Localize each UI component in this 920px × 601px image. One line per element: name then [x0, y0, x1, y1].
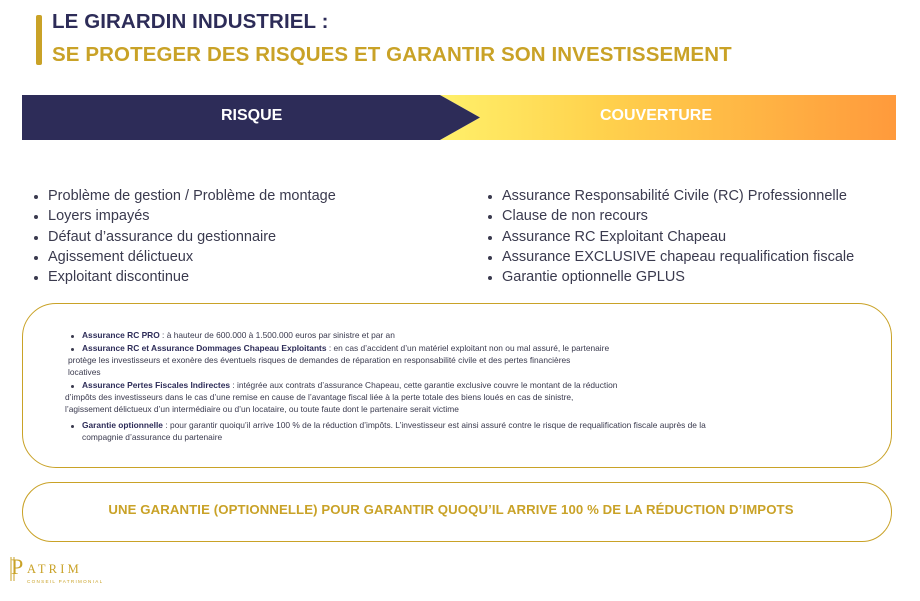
risk-list	[33, 186, 336, 287]
bullet	[71, 425, 74, 428]
logo-letter: P	[11, 554, 24, 579]
detail-garantie-optionnelle: Garantie optionnelle : pour garantir quoiqu’il arrive 100 % de la réduction d’impôts. L’investisseur est ainsi assuré contre le risque de requalification fiscale auprès de la	[82, 420, 706, 430]
bullet	[71, 335, 74, 338]
risk-item: Problème de gestion / Problème de montage	[33, 186, 336, 206]
risk-coverage-header	[0, 0, 920, 150]
page-subtitle: SE PROTEGER DES RISQUES ET GARANTIR SON INVESTISSEMENT	[52, 43, 732, 66]
coverage-item: Assurance Responsabilité Civile (RC) Professionnelle	[487, 186, 854, 206]
page-title: LE GIRARDIN INDUSTRIEL :	[52, 10, 329, 33]
coverage-item: Clause de non recours	[487, 206, 854, 226]
risk-header-label: RISQUE	[221, 107, 283, 124]
detail-rc-dommages-line2: protège les investisseurs et exonère des éventuels risques de demandes de réparation en responsabilité civile et des pertes financières	[68, 355, 571, 365]
detail-garantie-optionnelle-line2: compagnie d’assurance du partenaire	[82, 432, 223, 442]
detail-rc-dommages-line3: locatives	[68, 367, 101, 377]
risk-item: Défaut d’assurance du gestionnaire	[33, 227, 336, 247]
coverage-item: Garantie optionnelle GPLUS	[487, 267, 854, 287]
detail-rc-dommages: Assurance RC et Assurance Dommages Chapeau Exploitants : en cas d’accident d’un matériel exploitant non ou mal assuré, le partenaire	[82, 343, 610, 353]
logo-wordmark: ATRIM	[27, 562, 82, 576]
risk-item: Exploitant discontinue	[33, 267, 336, 287]
detail-pertes-fiscales: Assurance Pertes Fiscales Indirectes : intégrée aux contrats d’assurance Chapeau, cette garantie exclusive couvre le montant de la réduction	[82, 380, 618, 390]
detail-rc-pro: Assurance RC PRO : à hauteur de 600.000 à 1.500.000 euros par sinistre et par an	[82, 330, 395, 340]
detail-pertes-fiscales-line2: d’impôts des investisseurs dans le cas d’une remise en cause de l’avantage fiscal liée à la perte totale des biens loués en cas de sinistre,	[65, 392, 574, 402]
coverage-header-label: COUVERTURE	[600, 107, 713, 124]
coverage-item: Assurance EXCLUSIVE chapeau requalification fiscale	[487, 247, 854, 267]
coverage-list	[487, 186, 854, 287]
detail-pertes-fiscales-line3: l’agissement délictueux d’un intermédiaire ou d’un locataire, ou toute faute dont le partenaire serait victime	[65, 404, 459, 414]
bullet	[71, 348, 74, 351]
risk-item: Loyers impayés	[33, 206, 336, 226]
guarantee-banner: UNE GARANTIE (OPTIONNELLE) POUR GARANTIR QUOQU’IL ARRIVE 100 % DE LA RÉDUCTION D’IMPOTS	[108, 502, 794, 517]
coverage-item: Assurance RC Exploitant Chapeau	[487, 227, 854, 247]
bullet	[71, 385, 74, 388]
logo-tagline: CONSEIL PATRIMONIAL	[27, 579, 104, 584]
risk-item: Agissement délictueux	[33, 247, 336, 267]
